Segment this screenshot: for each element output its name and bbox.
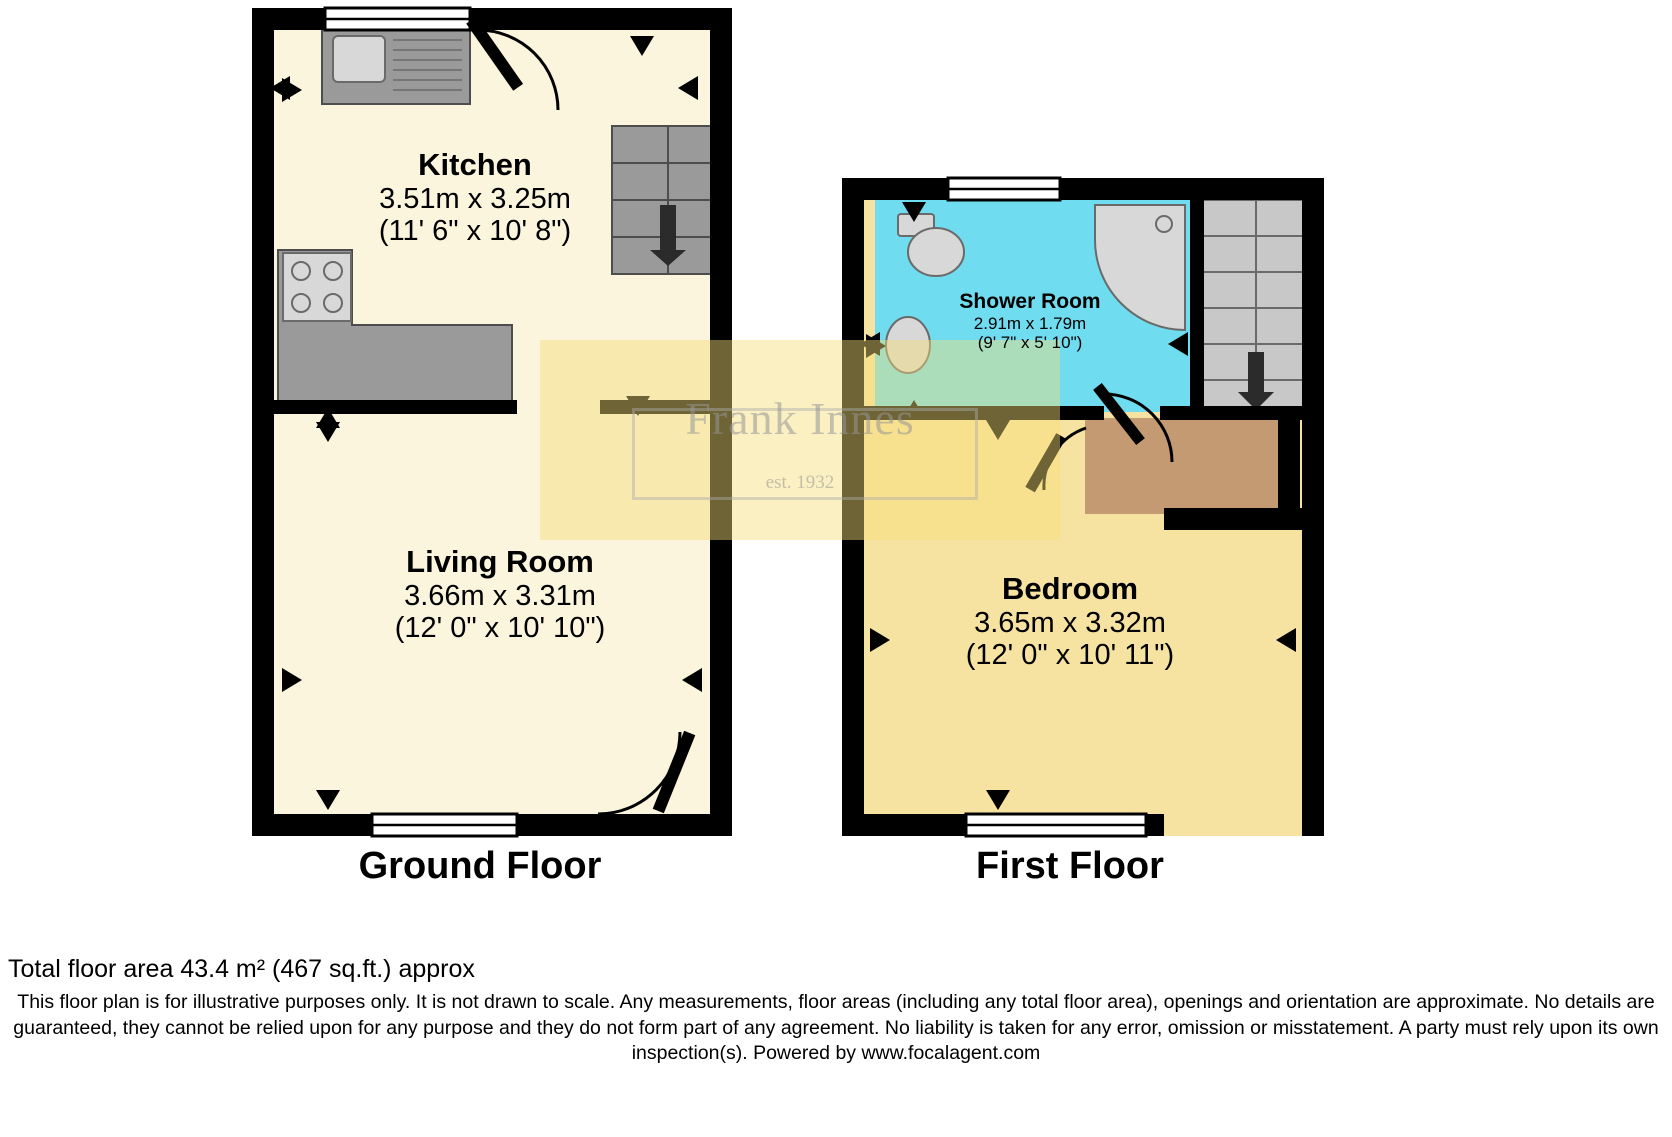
room-label-bedroom	[900, 572, 1240, 672]
first-staircase-icon	[1200, 200, 1312, 418]
first-window-bottom	[966, 814, 1146, 836]
room-label-living-room	[300, 545, 700, 645]
room-dim-metric-bedroom: 3.65m x 3.32m	[974, 606, 1166, 639]
room-dim-imperial-living-room: (12' 0" x 10' 10")	[394, 612, 606, 645]
watermark-brand: Frank Innes	[685, 393, 915, 444]
room-name-bedroom: Bedroom	[1001, 571, 1139, 606]
first-window-top	[948, 178, 1060, 200]
floor-title-first: First Floor	[976, 845, 1164, 887]
room-dim-imperial-shower-room: (9' 7" x 5' 10")	[977, 332, 1083, 352]
ground-window-bottom	[372, 814, 517, 836]
ground-window-top	[325, 8, 470, 30]
first-floor-group	[842, 178, 1324, 836]
room-label-shower-room	[905, 290, 1155, 352]
watermark-established: est. 1932	[765, 472, 835, 493]
room-name-living-room: Living Room	[406, 544, 594, 579]
room-dim-imperial-bedroom: (12' 0" x 10' 11")	[965, 639, 1175, 672]
total-floor-area: Total floor area 43.4 m² (467 sq.ft.) approx	[8, 955, 475, 983]
floor-title-ground: Ground Floor	[358, 845, 602, 887]
ground-floor-group	[252, 8, 732, 836]
room-dim-imperial-kitchen: (11' 6" x 10' 8")	[378, 215, 572, 248]
room-dim-metric-kitchen: 3.51m x 3.25m	[379, 182, 571, 215]
disclaimer-text: This floor plan is for illustrative purposes only. It is not drawn to scale. Any measurements, floor areas (including any total floor area), openings and orientation are approximate. No details are guaranteed, they cannot be relied upon for any purpose and they do not form part of any agreement. No liability is taken for any error, omission or misstatement. A party must rely upon its own inspection(s). Powered by www.focalagent.com	[13, 991, 1659, 1065]
room-dim-metric-living-room: 3.66m x 3.31m	[404, 579, 596, 612]
landing-fill	[1085, 418, 1285, 514]
room-label-kitchen	[300, 148, 650, 248]
room-dim-metric-shower-room: 2.91m x 1.79m	[973, 313, 1087, 333]
footer	[0, 955, 1672, 1067]
room-name-shower-room: Shower Room	[959, 290, 1101, 313]
sink-basin-icon	[333, 36, 385, 82]
hob-icon	[283, 253, 351, 321]
room-name-kitchen: Kitchen	[418, 147, 532, 182]
